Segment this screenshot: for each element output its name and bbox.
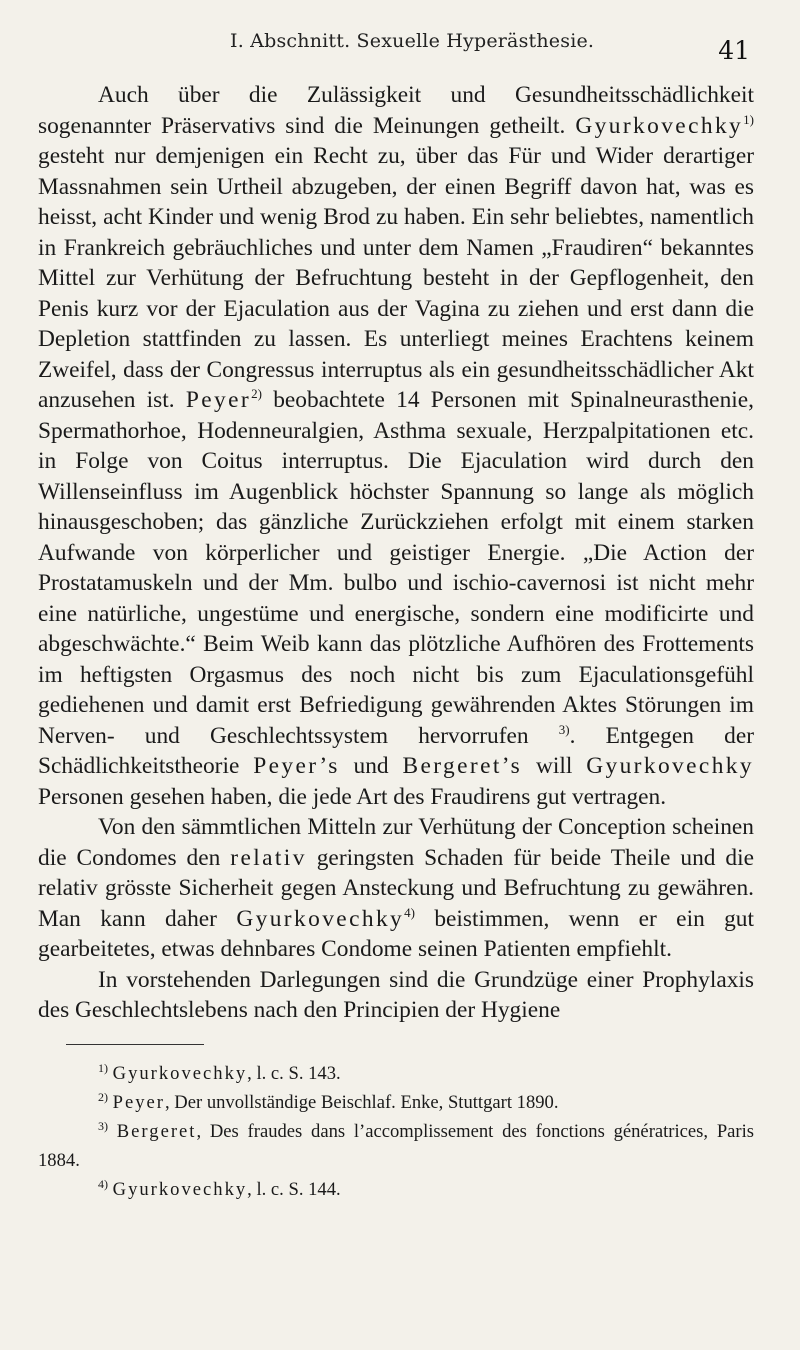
- spaced-name: Peyer: [185, 387, 252, 413]
- footnote-number: [98, 1176, 108, 1200]
- text-run: beistimmen, wenn er ein gut gearbeitetes, etwas dehnbares Condome seinen Patienten empfiehlt.: [38, 905, 754, 962]
- text-run: , Des fraudes dans l’accomplissement des fonctions génératrices, Paris 1884.: [38, 1120, 755, 1171]
- page-header: [38, 0, 754, 72]
- footnotes: [38, 1059, 754, 1204]
- text-run: Von den sämmtlichen Mitteln zur Verhütung der Conception scheinen die Condomes den: [38, 814, 754, 871]
- spaced-name: Gyurkovechky: [112, 1178, 248, 1200]
- text-run: gesteht nur demjenigen ein Recht zu, über das Für und Wider derartiger Massnahmen sein Urtheil abzugeben, der einen Begriff davon hat, was es heisst, acht Kinder und wenig Brod zu haben. Ein sehr beliebtes, namentlich in Frankreich gebräuchliches und unter dem Namen „Fraudiren“ bekanntes Mittel zur Verhütung der Befruchtung besteht in der Gepflogenheit, den Penis kurz vor der Ejaculation aus der Vagina zu ziehen und erst dann die Depletion stattfinden zu lassen. Es unterliegt meines Erachtens keinem Zweifel, dass der Congressus interruptus als ein gesundheitsschädlicher Akt anzusehen ist.: [38, 143, 754, 413]
- spaced-name: Gyurkovechky: [112, 1062, 248, 1084]
- body-text: [38, 80, 754, 1026]
- footnote-number: [98, 1060, 108, 1084]
- spaced-name: Gyurkovechky: [575, 112, 744, 139]
- text-run: geringsten Schaden für beide Theile und die relativ grösste Sicherheit gegen Ansteckung und Befruchtung zu gewähren. Man kann daher: [38, 844, 754, 932]
- footnote: [38, 1059, 754, 1088]
- footnote-ref: 4): [404, 904, 415, 920]
- footnote-divider: [66, 1044, 204, 1045]
- footnote-number-label: 2): [98, 1089, 108, 1104]
- text-run: Auch über die Zulässigkeit und Gesundheitsschädlichkeit sogenannter Präservativs sind die Meinungen getheilt.: [38, 82, 754, 139]
- footnote-number: [98, 1089, 108, 1113]
- spaced-name: Gyurkovechky: [586, 753, 754, 779]
- spaced-name: Bergeret’s: [402, 753, 523, 779]
- paragraph: [38, 965, 754, 1026]
- spaced-name: Peyer’s: [253, 753, 340, 779]
- spaced-name: Bergeret: [116, 1120, 197, 1142]
- text-run: In vorstehenden Darlegungen sind die Grundzüge einer Prophylaxis des Geschlechtslebens nach den Principien der Hygiene: [38, 966, 754, 1023]
- footnote: [38, 1117, 754, 1175]
- footnote-number-label: 3): [98, 1118, 108, 1133]
- footnote: [38, 1175, 754, 1204]
- text-run: , Der unvollständige Beischlaf. Enke, Stuttgart 1890.: [165, 1091, 559, 1113]
- spaced-name: Gyurkovechky: [236, 905, 405, 932]
- footnote-number-label: 4): [98, 1176, 108, 1191]
- footnote-ref: 1): [743, 111, 754, 127]
- text-run: beobachtete 14 Personen mit Spinalneurasthenie, Spermathorhoe, Hodenneuralgien, Asthma sexuale, Herzpalpitationen etc. in Folge von Coitus interruptus. Die Ejaculation wird durch den Willenseinfluss im Augenblick höchster Spannung so lange als möglich hinausgeschoben; das gänzliche Zurückziehen erfolgt mit einem starken Aufwande von körperlicher und geistiger Energie. „Die Action der Prostatamuskeln und der Mm. bulbo und ischio-cavernosi ist nicht mehr eine natürliche, ungestüme und energische, sondern eine modificirte und abgeschwächte.“ Beim Weib kann das plötzliche Aufhören des Frottements im heftigsten Orgasmus des noch nicht bis zum Ejaculationsgefühl gediehenen und damit erst Befriedigung gewährenden Aktes Störungen im Nerven- und Geschlechtssystem hervorrufen: [38, 387, 754, 749]
- page-number: 41: [718, 36, 750, 65]
- footnote: [38, 1088, 754, 1117]
- footnote-number-label: 1): [98, 1060, 108, 1075]
- paragraph: [38, 812, 754, 965]
- footnote-ref: 3): [558, 721, 570, 737]
- text-run: Personen gesehen haben, die jede Art des Fraudirens gut vertragen.: [38, 783, 667, 810]
- text-run: und: [339, 753, 403, 779]
- footnote-ref: 2): [251, 386, 262, 401]
- text-run: . Entgegen der Schädlichkeitstheorie: [38, 722, 754, 779]
- text-run: , l. c. S. 143.: [247, 1062, 341, 1084]
- text-run: will: [522, 753, 587, 779]
- running-title: I. Abschnitt. Sexuelle Hyperästhesie.: [230, 30, 595, 52]
- footnote-number: [98, 1118, 108, 1142]
- text-run: , l. c. S. 144.: [247, 1178, 341, 1200]
- spaced-name: Peyer: [112, 1091, 165, 1113]
- paragraph: [38, 80, 754, 812]
- spaced-name: relativ: [230, 844, 307, 871]
